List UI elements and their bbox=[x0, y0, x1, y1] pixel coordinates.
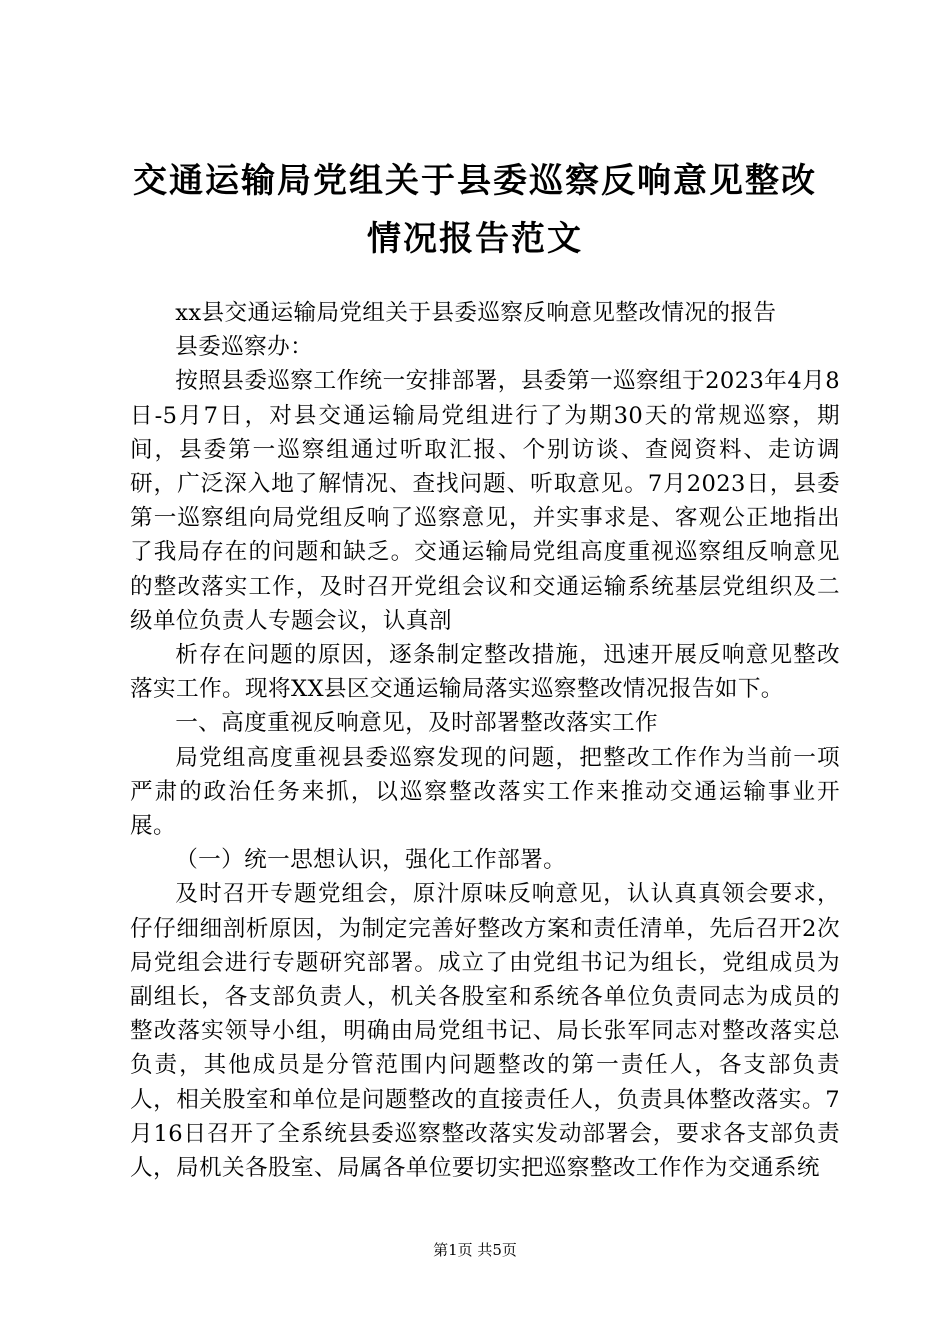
addressee: 县委巡察办： bbox=[175, 334, 314, 361]
paragraph-subsection-1: 及时召开专题党组会，原汁原味反响意见，认认真真领会要求，仔仔细细剖析原因，为制定完善好整改方案和责任清单，先后召开2次局党组会进行专题研究部署。成立了由党组书记为组长，党组成员为副组长，各支部负责人，机关各股室和系统各单位负责同志为成员的整改落实领导小组，明确由局党组书记、局长张军同志对整改落实总负责，其他成员是分管范围内问题整改的第一责任人，各支部负责人，相关股室和单位是问题整改的直接责任人，负责具体整改落实。7月16日召开了全系统县委巡察整改落实发动部署会，要求各支部负责人，局机关各股室、局属各单位要切实把巡察整改工作作为交通系统 bbox=[130, 881, 840, 1182]
subsection-heading-1: （一）统一思想认识，强化工作部署。 bbox=[175, 847, 567, 874]
paragraph-continuation: 析存在问题的原因，逐条制定整改措施，迅速开展反响意见整改落实工作。现将XX县区交通运输局落实巡察整改情况报告如下。 bbox=[130, 642, 840, 703]
paragraph-section-1: 局党组高度重视县委巡察发现的问题，把整改工作作为当前一项严肃的政治任务来抓，以巡察整改落实工作来推动交通运输事业开展。 bbox=[130, 744, 840, 840]
page-number: 第1页 共5页 bbox=[433, 1241, 517, 1259]
report-heading: xx县交通运输局党组关于县委巡察反响意见整改情况的报告 bbox=[175, 300, 777, 326]
document-title: 交通运输局党组关于县委巡察反响意见整改情况报告范文 bbox=[133, 161, 817, 259]
document-body bbox=[130, 296, 840, 1185]
section-heading-1: 一、高度重视反响意见，及时部署整改落实工作 bbox=[175, 710, 659, 737]
paragraph-background: 按照县委巡察工作统一安排部署，县委第一巡察组于2023年4月8日-5月7日，对县交通运输局党组进行了为期30天的常规巡察，期间，县委第一巡察组通过听取汇报、个别访谈、查阅资料、走访调研，广泛深入地了解情况、查找问题、听取意见。7月2023日，县委第一巡察组向局党组反响了巡察意见，并实事求是、客观公正地指出了我局存在的问题和缺乏。交通运输局党组高度重视巡察组反响意见的整改落实工作，及时召开党组会议和交通运输系统基层党组织及二级单位负责人专题会议，认真剖 bbox=[130, 368, 840, 634]
